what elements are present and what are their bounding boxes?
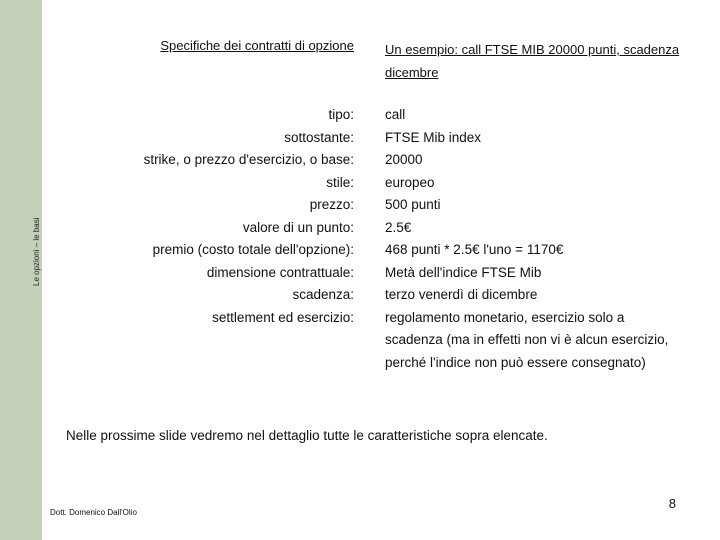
value-sottostante: FTSE Mib index (385, 129, 482, 145)
label-strike: strike, o prezzo d'esercizio, o base: (143, 152, 354, 167)
example-header: Un esempio: call FTSE MIB 20000 punti, scadenza dicembre (385, 42, 680, 80)
value-premio: 468 punti * 2.5€ l'uno = 1170€ (385, 242, 564, 257)
label-settlement: settlement ed esercizio: (212, 309, 354, 325)
label-premio: premio (costo totale dell'opzione): (152, 242, 354, 257)
example-values (385, 104, 675, 374)
value-stile: europeo (385, 174, 435, 190)
label-scadenza: scadenza: (292, 287, 354, 302)
label-prezzo: prezzo: (309, 197, 354, 212)
value-valore-punto: 2.5€ (385, 219, 412, 235)
author-name: Dott. Domenico Dall'Olio (50, 508, 137, 517)
specs-header: Specifiche dei contratti di opzione (160, 38, 354, 53)
spec-labels (144, 104, 354, 329)
summary-note: Nelle prossime slide vedremo nel dettaglio tutte le caratteristiche sopra elencate. (66, 428, 548, 443)
value-scadenza: terzo venerdì di dicembre (385, 287, 538, 302)
label-tipo: tipo: (328, 107, 354, 122)
value-settlement: regolamento monetario, esercizio solo a scadenza (ma in effetti non vi è alcun esercizio, perché l'indice non può essere consegnato) (385, 309, 669, 370)
label-dimensione: dimensione contrattuale: (206, 264, 354, 280)
label-valore-punto: valore di un punto: (242, 219, 354, 235)
value-dimensione: Metà dell'indice FTSE Mib (385, 264, 542, 280)
page-number: 8 (668, 496, 676, 511)
value-strike: 20000 (385, 152, 423, 167)
sidebar-label: Le opzioni – le basi (32, 217, 41, 286)
label-stile: stile: (326, 174, 354, 190)
value-prezzo: 500 punti (385, 197, 441, 212)
label-sottostante: sottostante: (284, 129, 354, 145)
value-tipo: call (385, 107, 406, 122)
